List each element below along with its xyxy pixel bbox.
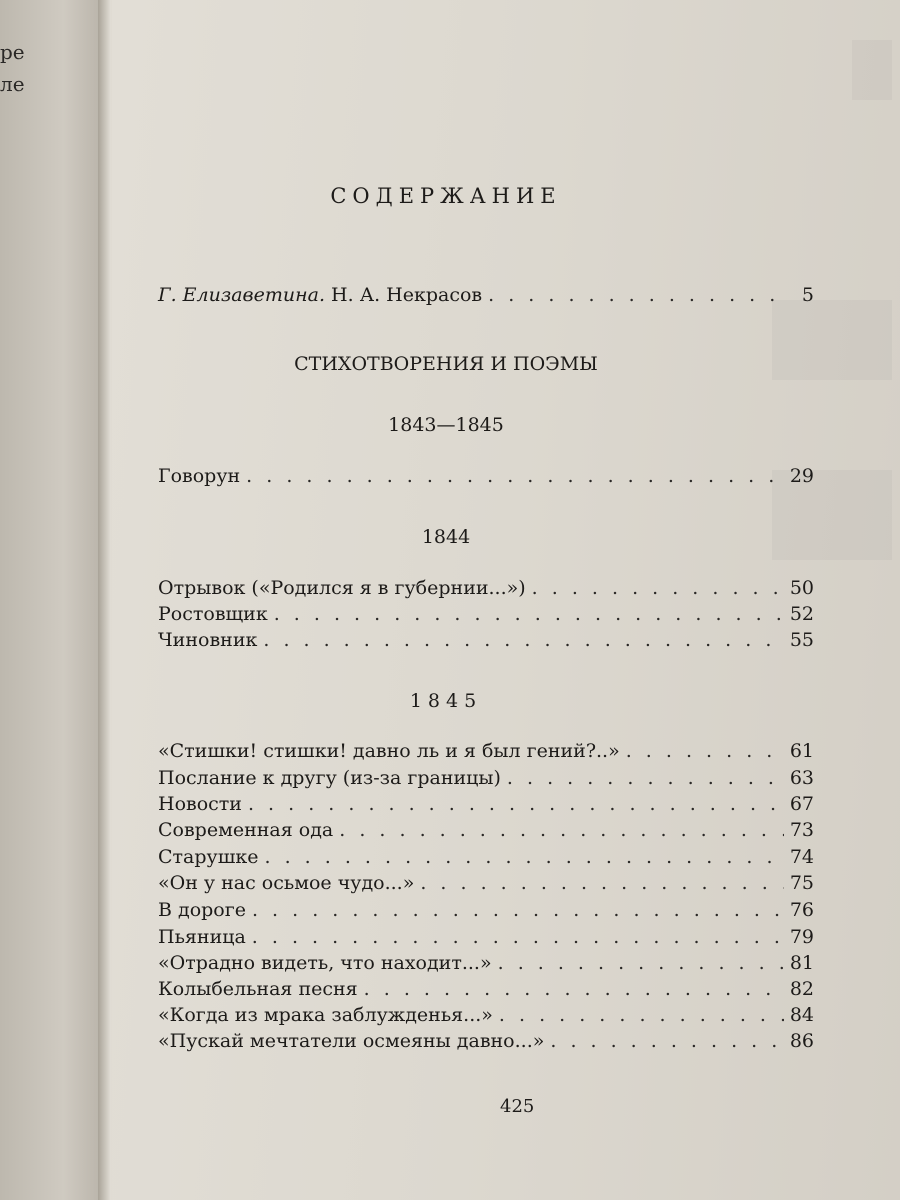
- dot-leader: [499, 1004, 784, 1026]
- toc-entry-title: «Когда из мрака заблужденья...»: [158, 1004, 493, 1026]
- toc-page-number: 52: [789, 603, 814, 625]
- dot-leader: [248, 793, 784, 815]
- toc-entry-title: Говорун: [158, 465, 241, 487]
- toc-entry-title: Послание к другу (из-за границы): [158, 767, 501, 789]
- toc-entry[interactable]: [158, 899, 814, 925]
- dot-leader: [274, 603, 784, 625]
- margin-fragment: ре: [0, 40, 25, 64]
- toc-entry-title: Отрывок («Родился я в губернии...»): [158, 577, 526, 599]
- toc-entry[interactable]: [158, 629, 814, 655]
- toc-entry[interactable]: [158, 603, 814, 629]
- intro-author: Г. Елизаветина.: [158, 284, 325, 306]
- toc-page-number: 79: [789, 926, 814, 948]
- toc-entry[interactable]: [158, 793, 814, 819]
- toc-page-number: 5: [801, 284, 814, 306]
- dot-leader: [364, 978, 784, 1000]
- toc-entry[interactable]: [158, 978, 814, 1004]
- toc-page-number: 67: [789, 793, 814, 815]
- toc-entry-title: «Он у нас осьмое чудо...»: [158, 872, 415, 894]
- contents-heading: СОДЕРЖАНИЕ: [330, 184, 562, 208]
- toc-entry-title: В дороге: [158, 899, 246, 921]
- toc-entry[interactable]: [158, 465, 814, 491]
- toc-entry-title: Чиновник: [158, 629, 258, 651]
- toc-page-number: 84: [789, 1004, 814, 1026]
- toc-entry[interactable]: [158, 767, 814, 793]
- toc-entry-title: Пьяница: [158, 926, 246, 948]
- toc-page-number: 50: [789, 577, 814, 599]
- toc-entry[interactable]: [158, 740, 814, 766]
- toc-entry[interactable]: [158, 846, 814, 872]
- dot-leader: [532, 577, 784, 599]
- toc-entry-title: [158, 284, 482, 306]
- toc-entry[interactable]: [158, 872, 814, 898]
- toc-page-number: 81: [789, 952, 814, 974]
- year-heading: 1844: [421, 526, 471, 548]
- intro-title: Н. А. Некрасов: [331, 284, 483, 306]
- dot-leader: [626, 740, 784, 762]
- dot-leader: [263, 629, 783, 651]
- dot-leader: [488, 284, 786, 306]
- bleed-through-shadow: [852, 40, 892, 100]
- toc-entry[interactable]: [158, 926, 814, 952]
- toc-page-number: 55: [789, 629, 814, 651]
- toc-page-number: 73: [789, 819, 814, 841]
- toc-entry-title: Старушке: [158, 846, 259, 868]
- year-heading: 1845: [409, 690, 483, 712]
- toc-entry-title: «Пускай мечтатели осмеяны давно...»: [158, 1030, 545, 1052]
- toc-entry-title: «Отрадно видеть, что находит...»: [158, 952, 492, 974]
- margin-fragment: ле: [0, 72, 25, 96]
- toc-page-number: 29: [789, 465, 814, 487]
- dot-leader: [265, 846, 784, 868]
- toc-entry[interactable]: [158, 952, 814, 978]
- toc-entry[interactable]: [158, 1004, 814, 1030]
- toc-page-number: 75: [789, 872, 814, 894]
- bleed-through-shadow: [772, 300, 892, 380]
- page-number: 425: [500, 1096, 535, 1117]
- dot-leader: [420, 872, 783, 894]
- dot-leader: [339, 819, 784, 841]
- toc-entry-intro[interactable]: [158, 284, 814, 310]
- toc-page-number: 82: [789, 978, 814, 1000]
- toc-page-number: 86: [789, 1030, 814, 1052]
- facing-page-edge: [0, 0, 106, 1200]
- toc-entry-title: Современная ода: [158, 819, 334, 841]
- toc-page-number: 63: [789, 767, 814, 789]
- toc-page-number: 74: [789, 846, 814, 868]
- toc-entry-title: «Стишки! стишки! давно ль и я был гений?..»: [158, 740, 620, 762]
- section-heading: СТИХОТВОРЕНИЯ И ПОЭМЫ: [294, 353, 598, 375]
- dot-leader: [252, 926, 784, 948]
- year-heading: 1843—1845: [388, 414, 504, 436]
- dot-leader: [507, 767, 784, 789]
- toc-entry[interactable]: [158, 1030, 814, 1056]
- dot-leader: [252, 899, 784, 921]
- toc-entry-title: Новости: [158, 793, 242, 815]
- toc-page-number: 61: [789, 740, 814, 762]
- toc-entry[interactable]: [158, 819, 814, 845]
- toc-page-number: 76: [789, 899, 814, 921]
- toc-entry-title: Ростовщик: [158, 603, 268, 625]
- toc-entry[interactable]: [158, 577, 814, 603]
- dot-leader: [246, 465, 784, 487]
- dot-leader: [498, 952, 784, 974]
- toc-entry-title: Колыбельная песня: [158, 978, 358, 1000]
- dot-leader: [550, 1030, 783, 1052]
